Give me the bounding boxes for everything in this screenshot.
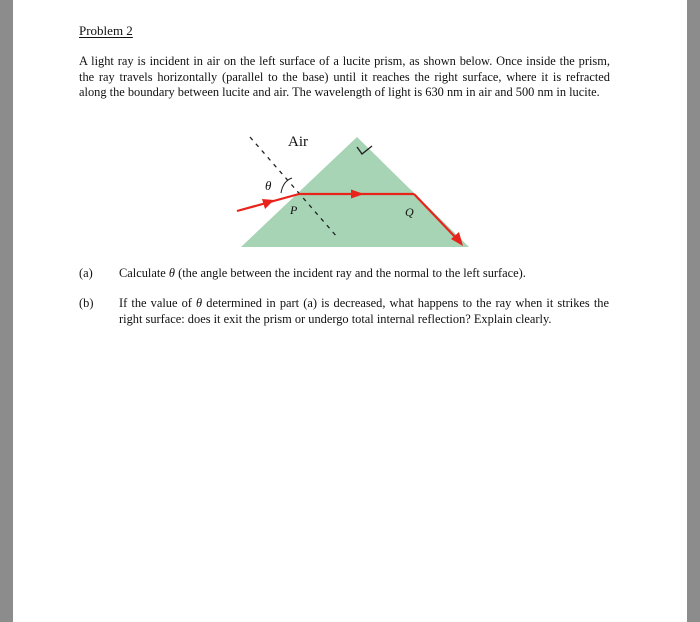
point-q-label: Q — [405, 205, 414, 219]
question-b-text: If the value of θ determined in part (a) is decreased, what happens to the ray when it strikes the right surface: does it exit the prism or undergo total internal reflection? Explain clearly. — [119, 296, 610, 326]
theta-arc — [281, 178, 292, 193]
question-b-label: (b) — [79, 296, 94, 310]
air-label: Air — [288, 134, 308, 150]
question-a-label: (a) — [79, 266, 93, 280]
theta-symbol: θ — [196, 296, 203, 310]
theta-label: θ — [265, 178, 272, 193]
problem-title: Problem 2 — [79, 23, 133, 38]
problem-intro: A light ray is incident in air on the left surface of a lucite prism, as shown below. Once inside the prism, the ray travels horizontally (parallel to the base) until it reaches the right surface, where it is refracted along the boundary between lucite and air. The wavelength of light is 630 nm in air and 500 nm in lucite. — [79, 54, 610, 99]
incident-arrowhead — [262, 199, 274, 209]
point-p-label: P — [290, 203, 298, 217]
question-a-text: Calculate θ (the angle between the incident ray and the normal to the left surface). — [119, 266, 526, 280]
theta-symbol: θ — [168, 266, 175, 280]
